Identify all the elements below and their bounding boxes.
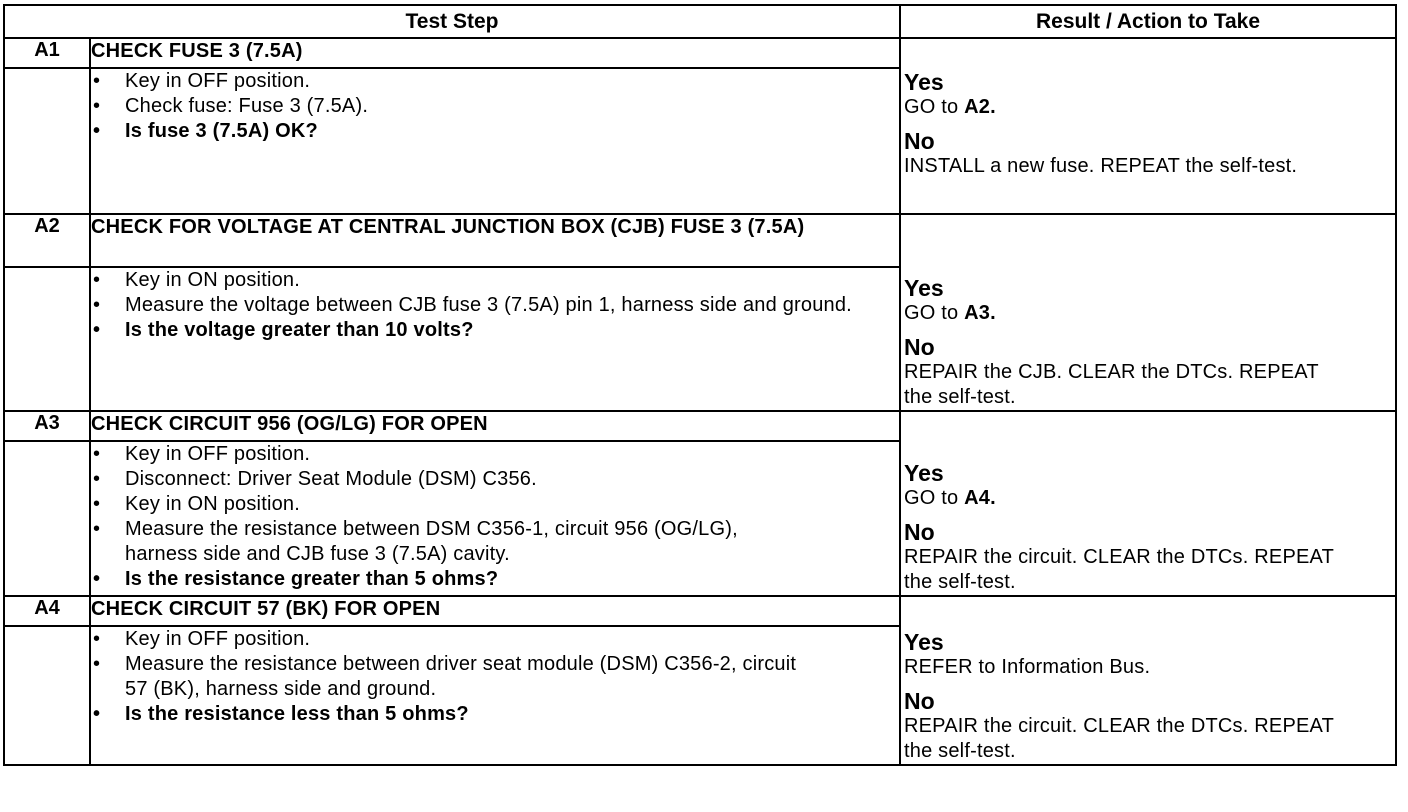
step-question: • Is fuse 3 (7.5A) OK? [93, 120, 318, 142]
step-id: A3 [4, 411, 90, 441]
step-result [900, 38, 1396, 214]
no-action: REPAIR the circuit. CLEAR the DTCs. REPEAT the self-test. [904, 715, 1334, 762]
step-item: • Key in ON position. [93, 268, 300, 291]
step-item: • Check fuse: Fuse 3 (7.5A). [93, 95, 369, 117]
yes-target: A2. [964, 96, 996, 118]
step-id: A4 [4, 596, 90, 626]
step-title-row [4, 214, 1396, 267]
step-title: CHECK CIRCUIT 956 (OG/LG) FOR OPEN [90, 411, 900, 441]
step-title-row [4, 38, 1396, 68]
no-label: No [904, 688, 935, 714]
step-instructions [90, 626, 900, 765]
step-item: • Key in OFF position. [93, 70, 311, 92]
result-action-header: Result / Action to Take [900, 5, 1396, 38]
step-question: • Is the voltage greater than 10 volts? [93, 318, 474, 341]
step-id-blank [4, 441, 90, 596]
step-instructions [90, 267, 900, 411]
step-title: CHECK FOR VOLTAGE AT CENTRAL JUNCTION BOX (CJB) FUSE 3 (7.5A) [90, 214, 900, 267]
test-step-header: Test Step [4, 5, 900, 38]
step-item: • Key in ON position. [93, 493, 300, 516]
step-item: • Disconnect: Driver Seat Module (DSM) C356. [93, 468, 537, 491]
step-id-blank [4, 68, 90, 214]
no-label: No [904, 128, 935, 154]
yes-label: Yes [904, 275, 944, 301]
step-instructions [90, 441, 900, 596]
step-question: • Is the resistance less than 5 ohms? [93, 703, 469, 726]
step-result [900, 411, 1396, 596]
yes-label: Yes [904, 629, 944, 655]
step-item: • Key in OFF position. [93, 443, 311, 466]
no-label: No [904, 334, 935, 360]
yes-label: Yes [904, 69, 944, 95]
yes-target: A4. [964, 487, 996, 509]
step-instructions [90, 68, 900, 214]
step-id: A2 [4, 214, 90, 267]
header-row [4, 5, 1396, 38]
step-title: CHECK FUSE 3 (7.5A) [90, 38, 900, 68]
step-title-row [4, 411, 1396, 441]
yes-action: REFER to Information Bus. [904, 656, 1151, 678]
yes-action: GO to A4. [904, 487, 996, 509]
step-id-blank [4, 626, 90, 765]
yes-label: Yes [904, 460, 944, 486]
step-result [900, 596, 1396, 765]
step-item: • Key in OFF position. [93, 628, 311, 651]
step-title-row [4, 596, 1396, 626]
no-action: REPAIR the circuit. CLEAR the DTCs. REPEAT the self-test. [904, 546, 1334, 593]
step-question: • Is the resistance greater than 5 ohms? [93, 568, 499, 591]
step-result [900, 214, 1396, 411]
step-item: • Measure the resistance between DSM C356-1, circuit 956 (OG/LG), harness side and CJB fuse 3 (7.5A) cavity. [93, 518, 738, 566]
step-id-blank [4, 267, 90, 411]
step-title: CHECK CIRCUIT 57 (BK) FOR OPEN [90, 596, 900, 626]
yes-action: GO to A3. [904, 302, 996, 324]
step-item: • Measure the voltage between CJB fuse 3 (7.5A) pin 1, harness side and ground. [93, 293, 852, 316]
no-action: REPAIR the CJB. CLEAR the DTCs. REPEAT the self-test. [904, 361, 1319, 408]
step-item: • Measure the resistance between driver seat module (DSM) C356-2, circuit 57 (BK), harness side and ground. [93, 653, 797, 701]
no-label: No [904, 519, 935, 545]
step-id: A1 [4, 38, 90, 68]
yes-action: GO to A2. [904, 96, 996, 118]
pinpoint-test-table [3, 4, 1397, 766]
yes-target: A3. [964, 302, 996, 324]
no-action: INSTALL a new fuse. REPEAT the self-test. [904, 155, 1298, 177]
